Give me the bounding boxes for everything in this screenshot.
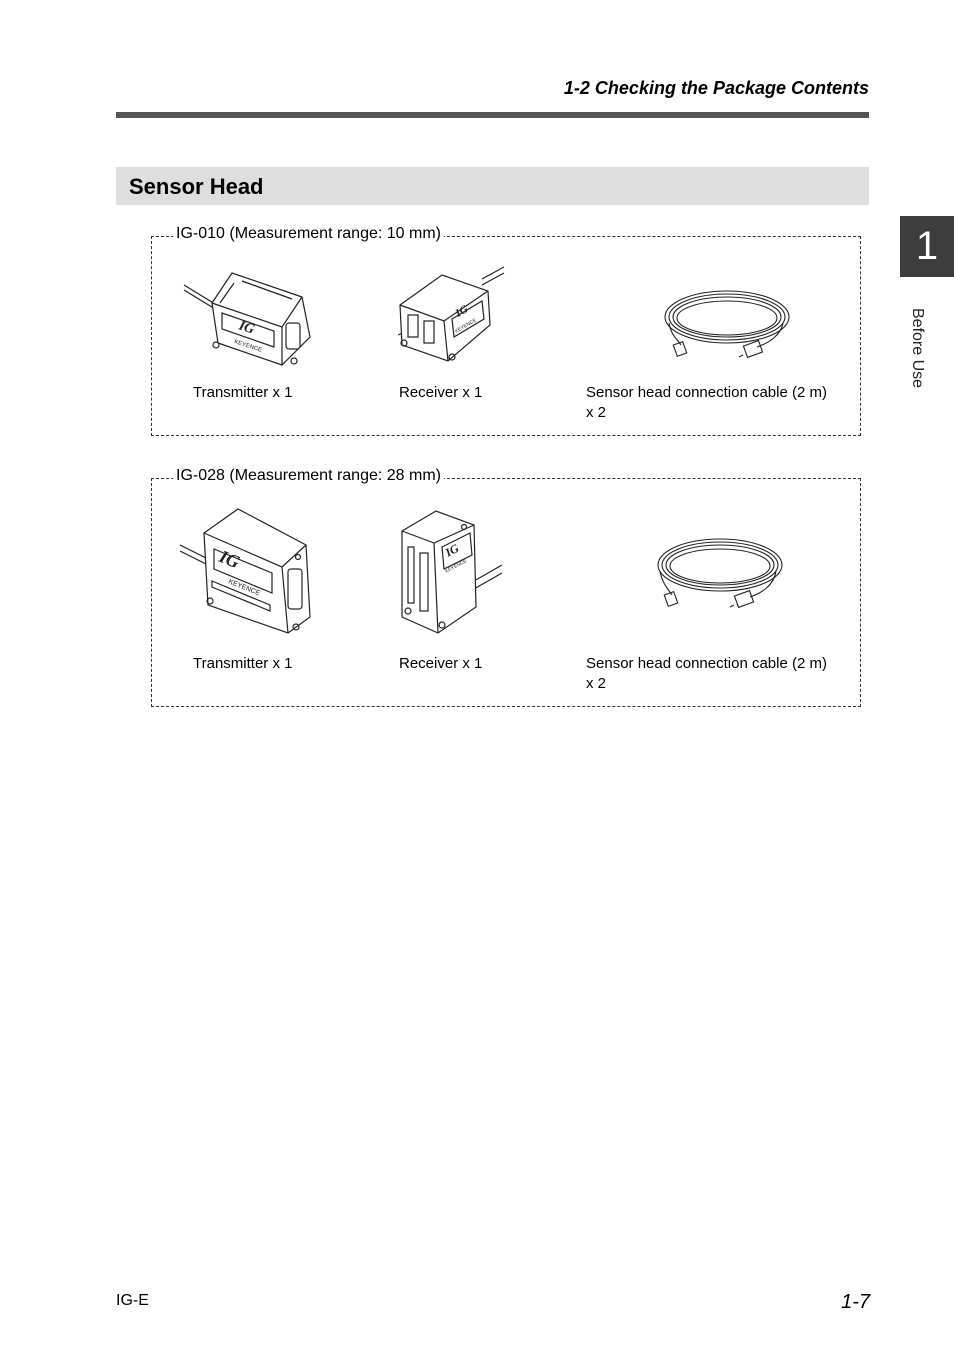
device-brand: KEYENCE <box>454 317 478 335</box>
section-bar <box>116 167 869 205</box>
device-logo: IG <box>216 546 243 573</box>
cable-icon <box>657 283 797 373</box>
device-brand: KEYENCE <box>444 558 469 575</box>
device-logo: IG <box>236 318 257 338</box>
receiver-icon <box>392 265 512 365</box>
item-caption: Receiver x 1 <box>399 655 483 672</box>
chapter-tab-label: Before Use <box>909 308 926 389</box>
item-caption: x 2 <box>586 404 607 421</box>
group-legend: IG-010 (Measurement range: 10 mm) <box>173 225 444 243</box>
device-brand: KEYENCE <box>227 578 261 598</box>
item-caption: Transmitter x 1 <box>193 655 293 672</box>
group-ig-010 <box>151 225 861 436</box>
section-title: Sensor Head <box>129 174 264 199</box>
item-caption: Sensor head connection cable (2 m) <box>586 655 827 672</box>
cable-icon <box>650 533 790 623</box>
header-rule <box>116 112 869 118</box>
group-legend: IG-028 (Measurement range: 28 mm) <box>173 467 444 485</box>
page-header-title: 1-2 Checking the Package Contents <box>563 78 869 98</box>
receiver-icon <box>394 507 504 639</box>
item-caption: x 2 <box>586 675 607 692</box>
device-brand: KEYENCE <box>233 339 263 354</box>
footer-page-number: 1-7 <box>841 1291 870 1313</box>
device-logo: IG <box>453 303 471 320</box>
transmitter-icon <box>178 505 318 635</box>
item-caption: Sensor head connection cable (2 m) <box>586 384 827 401</box>
item-caption: Transmitter x 1 <box>193 384 293 401</box>
footer-doc-code: IG-E <box>116 1292 149 1309</box>
transmitter-icon <box>182 265 322 375</box>
chapter-tab-number: 1 <box>900 216 954 277</box>
item-caption: Receiver x 1 <box>399 384 483 401</box>
group-ig-028 <box>151 467 861 707</box>
device-logo: IG <box>442 541 462 560</box>
